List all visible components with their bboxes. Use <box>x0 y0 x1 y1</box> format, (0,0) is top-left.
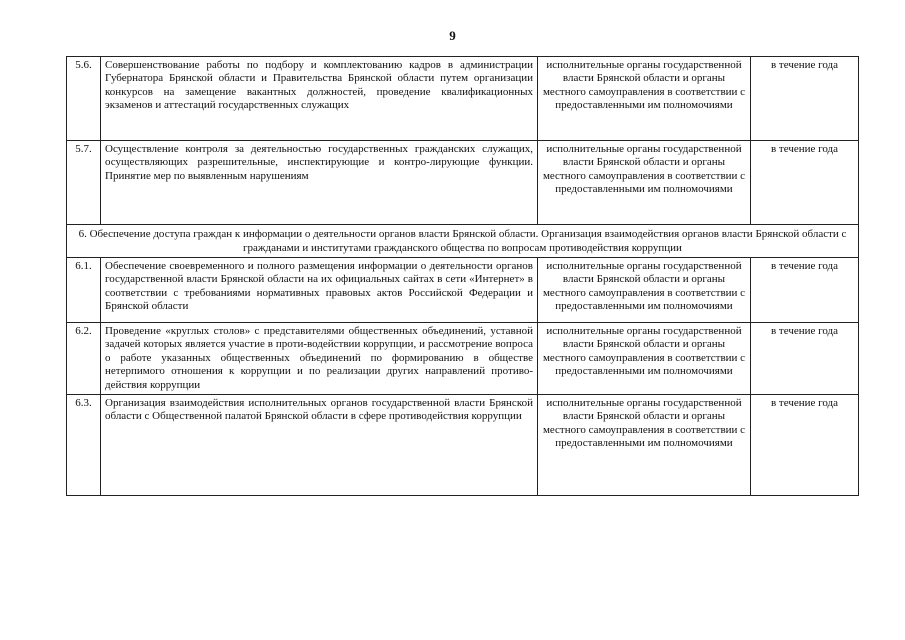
section-title: 6. Обеспечение доступа граждан к информации о деятельности органов власти Брянской области. Организация взаимодействия органов власти Брянской области с гражданами и институтами гражданского общества по вопросам противодействия коррупции <box>67 225 859 258</box>
item-number: 5.6. <box>67 57 101 141</box>
item-number: 6.1. <box>67 258 101 323</box>
item-number: 6.3. <box>67 395 101 496</box>
item-executor: исполнительные органы государственной власти Брянской области и органы местного самоуправления в соответствии с предоставленными им полномочиями <box>538 141 751 225</box>
item-description: Совершенствование работы по подбору и комплектованию кадров в администрации Губернатора Брянской области и Правительства Брянской области путем организации конкурсов на замещение вакантных должностей, проведение квалификационных экзаменов и аттестаций государственных служащих <box>101 57 538 141</box>
table-row <box>67 141 859 225</box>
table-row <box>67 395 859 496</box>
section-header-row <box>67 225 859 258</box>
table-row <box>67 57 859 141</box>
item-executor: исполнительные органы государственной власти Брянской области и органы местного самоуправления в соответствии с предоставленными им полномочиями <box>538 395 751 496</box>
item-executor: исполнительные органы государственной власти Брянской области и органы местного самоуправления в соответствии с предоставленными им полномочиями <box>538 323 751 395</box>
item-term: в течение года <box>751 323 859 395</box>
item-term: в течение года <box>751 57 859 141</box>
item-number: 6.2. <box>67 323 101 395</box>
item-description: Обеспечение своевременного и полного размещения информации о деятельности органов государственной власти Брянской области на их официальных сайтах в сети «Интернет» в соответствии с требованиями нормативных правовых актов Российской Федерации и Брянской области <box>101 258 538 323</box>
item-executor: исполнительные органы государственной власти Брянской области и органы местного самоуправления в соответствии с предоставленными им полномочиями <box>538 57 751 141</box>
table-row <box>67 258 859 323</box>
item-description: Проведение «круглых столов» с представителями общественных объединений, уставной задачей которых является участие в проти-водействии коррупции, и рассмотрение вопроса о работе указанных общественных объединений по формированию в обществе нетерпимого отношения к коррупции и по реализации других направлений противо-действия коррупции <box>101 323 538 395</box>
item-description: Осуществление контроля за деятельностью государственных гражданских служащих, осуществляющих разрешительные, инспектирующие и контро-лирующие функции. Принятие мер по выявленным нарушениям <box>101 141 538 225</box>
item-description: Организация взаимодействия исполнительных органов государственной власти Брянской области с Общественной палатой Брянской области в сфере противодействия коррупции <box>101 395 538 496</box>
page-number: 9 <box>449 28 456 43</box>
item-number: 5.7. <box>67 141 101 225</box>
item-term: в течение года <box>751 395 859 496</box>
table-row <box>67 323 859 395</box>
item-term: в течение года <box>751 258 859 323</box>
item-executor: исполнительные органы государственной власти Брянской области и органы местного самоуправления в соответствии с предоставленными им полномочиями <box>538 258 751 323</box>
item-term: в течение года <box>751 141 859 225</box>
measures-table <box>66 56 859 496</box>
